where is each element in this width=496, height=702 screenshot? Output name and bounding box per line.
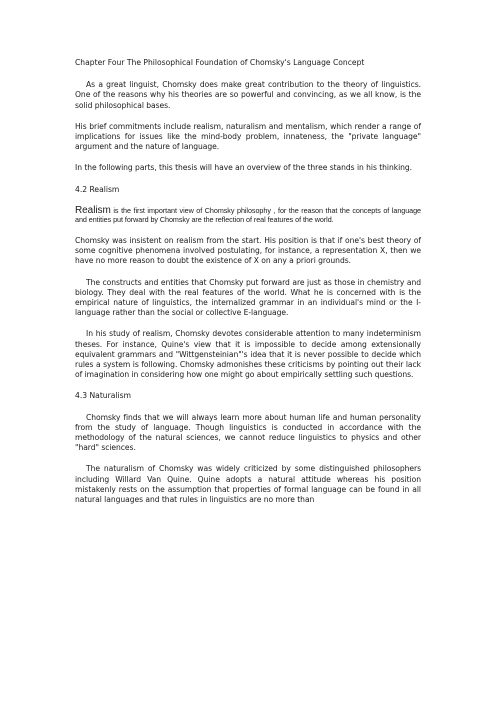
section-heading-realism: 4.2 Realism [75,184,120,194]
intro-paragraph: As a great linguist, Chomsky does make great contribution to the theory of linguistics. One of the reasons why his theories are so powerful and convincing, as we all know, is the solid philosophical bases. [75,80,421,110]
chapter-title: Chapter Four The Philosophical Foundation of Chomsky's Language Concept [75,58,365,67]
realism-lead-word: Realism [75,204,111,216]
section-heading-naturalism: 4.3 Naturalism [75,391,131,401]
commitments-paragraph: His brief commitments include realism, naturalism and mentalism, which render a range of implications for issues like the mind-body problem, innateness, the "private language" argument and the nature of language. [75,121,421,152]
naturalism-paragraph-1: Chomsky finds that we will always learn more about human life and human personality from the study of language. Though linguistics is conducted in accordance with the methodology of the natural sciences, we cannot reduce linguistics to physics and other "hard" sciences. [75,412,421,453]
realism-paragraph-3: The constructs and entities that Chomsky put forward are just as those in chemistry and biology. They deal with the real features of the world. What he is concerned with is the empirical nature of linguistics, the internalized grammar in an individual's mind or the I-language rather than the social or collective E-language. [75,277,421,318]
realism-paragraph-1 [75,206,421,225]
realism-lead-rest: is the first important view of Chomsky philosophy , for the reason that the concepts of language and entities put forward by Chomsky are the reflection of real features of the world. [75,205,421,225]
naturalism-paragraph-2: The naturalism of Chomsky was widely criticized by some distinguished philosophers including Willard Van Quine. Quine adopts a natural attitude whereas his position mistakenly rests on the assumption that properties of formal language can be found in all natural languages and that rules in linguistics are no more than [75,464,421,505]
realism-paragraph-2: Chomsky was insistent on realism from the start. His position is that if one's best theory of some cognitive phenomena involved postulating, for instance, a representation X, then we have no more reason to doubt the existence of X on any a priori grounds. [75,236,421,266]
realism-paragraph-4: In his study of realism, Chomsky devotes considerable attention to many indeterminism theses. For instance, Quine's view that it is impossible to decide among extensionally equivalent grammars and "Wittgensteinian"'s idea that it is never possible to decide which rules a system is following. Chomsky admonishes these criticisms by pointing out their lack of imagination in considering how one might go about empirically settling such questions. [75,329,421,380]
document-page [75,58,421,505]
overview-paragraph: In the following parts, this thesis will have an overview of the three stands in his thinking. [75,163,413,173]
